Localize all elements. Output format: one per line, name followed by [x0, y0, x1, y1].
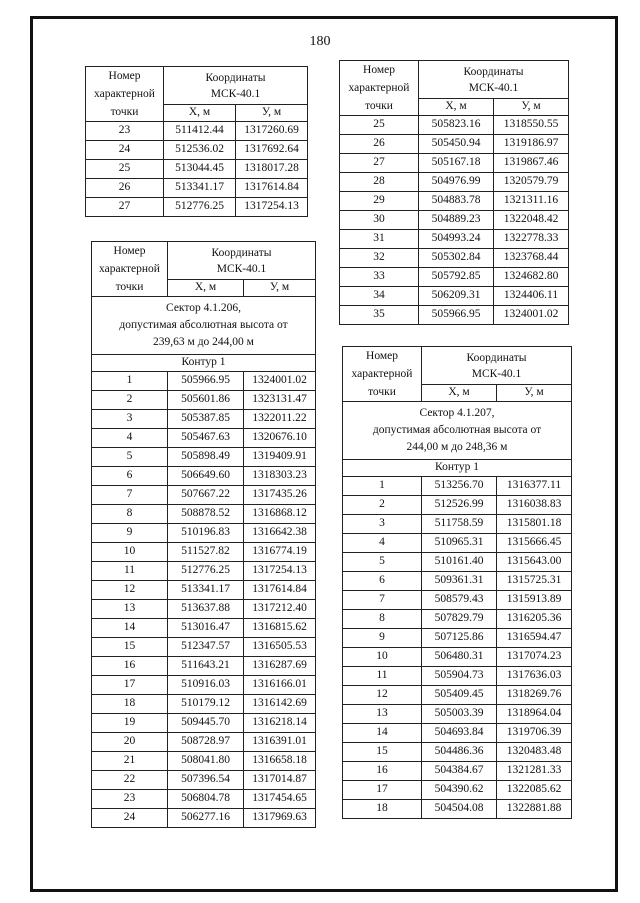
table-row: [92, 752, 316, 771]
x-coordinate-cell: 511412.44: [164, 122, 236, 141]
point-number-cell: 6: [343, 572, 422, 591]
table-row: [92, 733, 316, 752]
y-coordinate-cell: 1317614.84: [244, 581, 316, 600]
x-coordinate-cell: 513044.45: [164, 160, 236, 179]
point-number-cell: 34: [340, 287, 419, 306]
x-coordinate-cell: 504486.36: [422, 743, 497, 762]
x-coordinate-cell: 505387.85: [168, 410, 244, 429]
col-x-header: X, м: [419, 99, 494, 116]
x-coordinate-cell: 506277.16: [168, 809, 244, 828]
table-row: [92, 638, 316, 657]
coords-header: Координаты МСК-40.1: [419, 61, 569, 99]
x-coordinate-cell: 505898.49: [168, 448, 244, 467]
table-row: [343, 477, 572, 496]
col-y-header: У, м: [236, 105, 308, 122]
header-line-1: Номер: [108, 70, 141, 82]
rows-a: [86, 122, 308, 217]
table-row: [340, 211, 569, 230]
point-number-cell: 31: [340, 230, 419, 249]
point-number-cell: 26: [86, 179, 164, 198]
point-number-cell: 10: [343, 648, 422, 667]
table-row: [343, 553, 572, 572]
y-coordinate-cell: 1315913.89: [497, 591, 572, 610]
y-coordinate-cell: 1324682.80: [494, 268, 569, 287]
coords-table-a: [85, 66, 308, 217]
header-d: [343, 347, 572, 477]
x-coordinate-cell: 513256.70: [422, 477, 497, 496]
y-coordinate-cell: 1316142.69: [244, 695, 316, 714]
point-number-cell: 25: [86, 160, 164, 179]
point-number-cell: 33: [340, 268, 419, 287]
table-row: [343, 724, 572, 743]
y-coordinate-cell: 1321311.16: [494, 192, 569, 211]
y-coordinate-cell: 1323768.44: [494, 249, 569, 268]
table-row: [92, 771, 316, 790]
col-x-header: X, м: [168, 280, 244, 297]
x-coordinate-cell: 507125.86: [422, 629, 497, 648]
x-coordinate-cell: 506649.60: [168, 467, 244, 486]
x-coordinate-cell: 513637.88: [168, 600, 244, 619]
x-coordinate-cell: 512347.57: [168, 638, 244, 657]
point-number-cell: 21: [92, 752, 168, 771]
table-row: [340, 192, 569, 211]
y-coordinate-cell: 1322085.62: [497, 781, 572, 800]
point-number-cell: 1: [343, 477, 422, 496]
y-coordinate-cell: 1321281.33: [497, 762, 572, 781]
x-coordinate-cell: 510196.83: [168, 524, 244, 543]
point-number-header: [86, 67, 164, 122]
point-number-cell: 9: [343, 629, 422, 648]
x-coordinate-cell: 504390.62: [422, 781, 497, 800]
col-y-header: У, м: [244, 280, 316, 297]
table-row: [92, 524, 316, 543]
table-row: [86, 160, 308, 179]
point-number-cell: 18: [92, 695, 168, 714]
y-coordinate-cell: 1317212.40: [244, 600, 316, 619]
x-coordinate-cell: 508728.97: [168, 733, 244, 752]
x-coordinate-cell: 510965.31: [422, 534, 497, 553]
point-number-cell: 15: [343, 743, 422, 762]
point-number-cell: 29: [340, 192, 419, 211]
contour-label: Контур 1: [343, 460, 572, 477]
table-row: [340, 116, 569, 135]
y-coordinate-cell: 1318269.76: [497, 686, 572, 705]
x-coordinate-cell: 510161.40: [422, 553, 497, 572]
x-coordinate-cell: 512776.25: [168, 562, 244, 581]
sector-caption: Сектор 4.1.206, допустимая абсолютная высота от 239,63 м до 244,00 м: [92, 297, 316, 355]
point-number-cell: 26: [340, 135, 419, 154]
point-number-cell: 30: [340, 211, 419, 230]
point-number-cell: 27: [340, 154, 419, 173]
y-coordinate-cell: 1324001.02: [244, 372, 316, 391]
coords-table-d: [342, 346, 572, 819]
point-number-cell: 5: [343, 553, 422, 572]
table-row: [340, 268, 569, 287]
x-coordinate-cell: 509361.31: [422, 572, 497, 591]
x-coordinate-cell: 509445.70: [168, 714, 244, 733]
point-number-cell: 32: [340, 249, 419, 268]
table-row: [92, 619, 316, 638]
table-row: [86, 122, 308, 141]
y-coordinate-cell: 1316377.11: [497, 477, 572, 496]
point-number-cell: 22: [92, 771, 168, 790]
table-row: [92, 505, 316, 524]
x-coordinate-cell: 511527.82: [168, 543, 244, 562]
x-coordinate-cell: 510916.03: [168, 676, 244, 695]
y-coordinate-cell: 1316287.69: [244, 657, 316, 676]
point-number-cell: 35: [340, 306, 419, 325]
y-coordinate-cell: 1316868.12: [244, 505, 316, 524]
y-coordinate-cell: 1316658.18: [244, 752, 316, 771]
point-number-cell: 11: [92, 562, 168, 581]
table-row: [340, 249, 569, 268]
coords-header: Координаты МСК-40.1: [168, 242, 316, 280]
y-coordinate-cell: 1324406.11: [494, 287, 569, 306]
header-c: [340, 61, 569, 116]
point-number-cell: 23: [86, 122, 164, 141]
x-coordinate-cell: 505167.18: [419, 154, 494, 173]
x-coordinate-cell: 512536.02: [164, 141, 236, 160]
coords-table-c: [339, 60, 569, 325]
x-coordinate-cell: 513341.17: [168, 581, 244, 600]
y-coordinate-cell: 1316391.01: [244, 733, 316, 752]
point-number-cell: 5: [92, 448, 168, 467]
y-coordinate-cell: 1317254.13: [236, 198, 308, 217]
y-coordinate-cell: 1316815.62: [244, 619, 316, 638]
table-row: [343, 591, 572, 610]
point-number-cell: 1: [92, 372, 168, 391]
y-coordinate-cell: 1322048.42: [494, 211, 569, 230]
y-coordinate-cell: 1317614.84: [236, 179, 308, 198]
table-row: [340, 154, 569, 173]
point-number-header: Номер характерной точки: [343, 347, 422, 402]
table-row: [343, 629, 572, 648]
x-coordinate-cell: 506804.78: [168, 790, 244, 809]
y-coordinate-cell: 1322881.88: [497, 800, 572, 819]
y-coordinate-cell: 1324001.02: [494, 306, 569, 325]
table-row: [92, 676, 316, 695]
y-coordinate-cell: 1315801.18: [497, 515, 572, 534]
point-number-cell: 3: [92, 410, 168, 429]
table-row: [92, 486, 316, 505]
table-row: [86, 141, 308, 160]
table-row: [340, 287, 569, 306]
x-coordinate-cell: 505823.16: [419, 116, 494, 135]
y-coordinate-cell: 1315725.31: [497, 572, 572, 591]
y-coordinate-cell: 1317074.23: [497, 648, 572, 667]
table-row: [343, 572, 572, 591]
coords-table-b: [91, 241, 316, 828]
page-number: 180: [309, 34, 331, 49]
x-coordinate-cell: 505302.84: [419, 249, 494, 268]
x-coordinate-cell: 506209.31: [419, 287, 494, 306]
x-coordinate-cell: 508041.80: [168, 752, 244, 771]
x-coordinate-cell: 513016.47: [168, 619, 244, 638]
x-coordinate-cell: 505467.63: [168, 429, 244, 448]
table-row: [340, 173, 569, 192]
y-coordinate-cell: 1319706.39: [497, 724, 572, 743]
table-row: [92, 372, 316, 391]
table-row: [343, 762, 572, 781]
point-number-cell: 24: [86, 141, 164, 160]
point-number-cell: 2: [92, 391, 168, 410]
point-number-cell: 14: [92, 619, 168, 638]
table-row: [92, 714, 316, 733]
x-coordinate-cell: 504976.99: [419, 173, 494, 192]
y-coordinate-cell: 1316205.36: [497, 610, 572, 629]
point-number-cell: 27: [86, 198, 164, 217]
point-number-cell: 17: [92, 676, 168, 695]
point-number-cell: 25: [340, 116, 419, 135]
y-coordinate-cell: 1318550.55: [494, 116, 569, 135]
x-coordinate-cell: 511758.59: [422, 515, 497, 534]
coords-header: Координаты МСК-40.1: [164, 67, 308, 105]
point-number-header: Номер характерной точки: [340, 61, 419, 116]
table-row: [340, 230, 569, 249]
table-row: [340, 306, 569, 325]
y-coordinate-cell: 1322778.33: [494, 230, 569, 249]
point-number-header: Номер характерной точки: [92, 242, 168, 297]
table-row: [343, 743, 572, 762]
y-coordinate-cell: 1317014.87: [244, 771, 316, 790]
point-number-cell: 9: [92, 524, 168, 543]
point-number-cell: 6: [92, 467, 168, 486]
point-number-cell: 20: [92, 733, 168, 752]
x-coordinate-cell: 513341.17: [164, 179, 236, 198]
y-coordinate-cell: 1317692.64: [236, 141, 308, 160]
y-coordinate-cell: 1318017.28: [236, 160, 308, 179]
y-coordinate-cell: 1316038.83: [497, 496, 572, 515]
table-row: [343, 781, 572, 800]
table-row: [343, 705, 572, 724]
x-coordinate-cell: 504384.67: [422, 762, 497, 781]
coords-header: Координаты МСК-40.1: [422, 347, 572, 385]
point-number-cell: 28: [340, 173, 419, 192]
y-coordinate-cell: 1317636.03: [497, 667, 572, 686]
point-number-cell: 12: [343, 686, 422, 705]
point-number-cell: 13: [92, 600, 168, 619]
table-row: [343, 610, 572, 629]
table-row: [92, 600, 316, 619]
point-number-cell: 4: [343, 534, 422, 553]
y-coordinate-cell: 1320579.79: [494, 173, 569, 192]
table-row: [92, 581, 316, 600]
y-coordinate-cell: 1319186.97: [494, 135, 569, 154]
x-coordinate-cell: 510179.12: [168, 695, 244, 714]
x-coordinate-cell: 512526.99: [422, 496, 497, 515]
rows-c: [340, 116, 569, 325]
point-number-cell: 18: [343, 800, 422, 819]
y-coordinate-cell: 1320676.10: [244, 429, 316, 448]
y-coordinate-cell: 1316166.01: [244, 676, 316, 695]
point-number-cell: 2: [343, 496, 422, 515]
point-number-cell: 14: [343, 724, 422, 743]
y-coordinate-cell: 1323131.47: [244, 391, 316, 410]
point-number-cell: 13: [343, 705, 422, 724]
x-coordinate-cell: 504693.84: [422, 724, 497, 743]
point-number-cell: 8: [92, 505, 168, 524]
point-number-cell: 17: [343, 781, 422, 800]
table-row: [92, 695, 316, 714]
y-coordinate-cell: 1320483.48: [497, 743, 572, 762]
rows-d: [343, 477, 572, 819]
point-number-cell: 7: [343, 591, 422, 610]
y-coordinate-cell: 1318303.23: [244, 467, 316, 486]
x-coordinate-cell: 505792.85: [419, 268, 494, 287]
point-number-cell: 24: [92, 809, 168, 828]
contour-label: Контур 1: [92, 355, 316, 372]
y-coordinate-cell: 1316218.14: [244, 714, 316, 733]
x-coordinate-cell: 505409.45: [422, 686, 497, 705]
x-coordinate-cell: 504504.08: [422, 800, 497, 819]
table-row: [86, 198, 308, 217]
table-row: [92, 657, 316, 676]
table-row: [86, 179, 308, 198]
point-number-cell: 4: [92, 429, 168, 448]
header-b: [92, 242, 316, 372]
point-number-cell: 10: [92, 543, 168, 562]
y-coordinate-cell: 1318964.04: [497, 705, 572, 724]
point-number-cell: 12: [92, 581, 168, 600]
x-coordinate-cell: 507667.22: [168, 486, 244, 505]
col-x-header: X, м: [164, 105, 236, 122]
y-coordinate-cell: 1319409.91: [244, 448, 316, 467]
point-number-cell: 3: [343, 515, 422, 534]
col-y-header: У, м: [494, 99, 569, 116]
table-row: [343, 686, 572, 705]
table-row: [343, 515, 572, 534]
y-coordinate-cell: 1316774.19: [244, 543, 316, 562]
col-x-header: X, м: [422, 385, 497, 402]
point-number-cell: 8: [343, 610, 422, 629]
table-row: [92, 543, 316, 562]
point-number-cell: 19: [92, 714, 168, 733]
table-row: [92, 467, 316, 486]
table-row: [343, 648, 572, 667]
table-row: [343, 534, 572, 553]
x-coordinate-cell: 504883.78: [419, 192, 494, 211]
table-row: [343, 667, 572, 686]
y-coordinate-cell: 1316642.38: [244, 524, 316, 543]
y-coordinate-cell: 1317454.65: [244, 790, 316, 809]
table-row: [92, 790, 316, 809]
y-coordinate-cell: 1317260.69: [236, 122, 308, 141]
y-coordinate-cell: 1317435.26: [244, 486, 316, 505]
y-coordinate-cell: 1317254.13: [244, 562, 316, 581]
point-number-cell: 7: [92, 486, 168, 505]
table-row: [343, 496, 572, 515]
point-number-cell: 23: [92, 790, 168, 809]
point-number-cell: 16: [92, 657, 168, 676]
table-row: [92, 562, 316, 581]
table-row: [92, 809, 316, 828]
header-line-2: характерной: [94, 88, 155, 100]
y-coordinate-cell: 1317969.63: [244, 809, 316, 828]
header-line-3: точки: [110, 106, 139, 118]
y-coordinate-cell: 1315666.45: [497, 534, 572, 553]
x-coordinate-cell: 505966.95: [419, 306, 494, 325]
table-row: [343, 800, 572, 819]
point-number-cell: 15: [92, 638, 168, 657]
x-coordinate-cell: 507396.54: [168, 771, 244, 790]
table-row: [92, 448, 316, 467]
x-coordinate-cell: 512776.25: [164, 198, 236, 217]
x-coordinate-cell: 505450.94: [419, 135, 494, 154]
x-coordinate-cell: 504889.23: [419, 211, 494, 230]
x-coordinate-cell: 504993.24: [419, 230, 494, 249]
y-coordinate-cell: 1316594.47: [497, 629, 572, 648]
col-y-header: У, м: [497, 385, 572, 402]
table-row: [92, 410, 316, 429]
point-number-cell: 16: [343, 762, 422, 781]
x-coordinate-cell: 506480.31: [422, 648, 497, 667]
table-row: [340, 135, 569, 154]
y-coordinate-cell: 1315643.00: [497, 553, 572, 572]
point-number-cell: 11: [343, 667, 422, 686]
x-coordinate-cell: 508579.43: [422, 591, 497, 610]
x-coordinate-cell: 505904.73: [422, 667, 497, 686]
y-coordinate-cell: 1322011.22: [244, 410, 316, 429]
y-coordinate-cell: 1316505.53: [244, 638, 316, 657]
x-coordinate-cell: 508878.52: [168, 505, 244, 524]
y-coordinate-cell: 1319867.46: [494, 154, 569, 173]
x-coordinate-cell: 505601.86: [168, 391, 244, 410]
sector-caption: Сектор 4.1.207, допустимая абсолютная высота от 244,00 м до 248,36 м: [343, 402, 572, 460]
x-coordinate-cell: 507829.79: [422, 610, 497, 629]
x-coordinate-cell: 511643.21: [168, 657, 244, 676]
header-a: [86, 67, 308, 122]
x-coordinate-cell: 505003.39: [422, 705, 497, 724]
x-coordinate-cell: 505966.95: [168, 372, 244, 391]
rows-b: [92, 372, 316, 828]
table-row: [92, 391, 316, 410]
table-row: [92, 429, 316, 448]
